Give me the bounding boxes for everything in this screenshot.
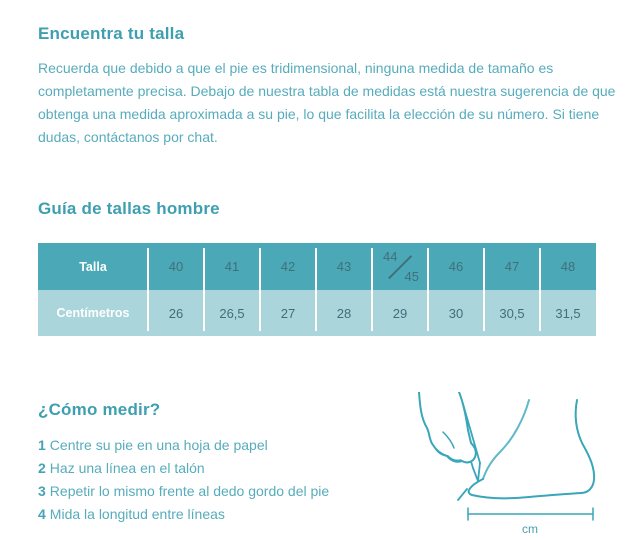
table-column-divider (539, 248, 541, 331)
cm-cell: 26,5 (204, 290, 260, 336)
foot-measurement-illustration (407, 392, 637, 540)
table-column-divider (203, 248, 205, 331)
cm-cell: 26 (148, 290, 204, 336)
table-column-divider (483, 248, 485, 331)
table-column-divider (427, 248, 429, 331)
find-your-size-title: Encuentra tu talla (38, 24, 185, 43)
step-text: Centre su pie en una hoja de papel (49, 437, 268, 453)
measure-step (38, 457, 407, 480)
step-text: Mida la longitud entre líneas (49, 506, 225, 522)
cm-cell: 31,5 (540, 290, 596, 336)
measurement-line (468, 508, 593, 520)
cm-cell: 29 (372, 290, 428, 336)
size-cell: 43 (316, 243, 372, 290)
cm-cell: 27 (260, 290, 316, 336)
cm-cell: 28 (316, 290, 372, 336)
how-to-measure-text (38, 392, 407, 526)
step-number: 1 (38, 437, 46, 453)
how-to-measure-title: ¿Cómo medir? (38, 400, 161, 419)
table-column-divider (259, 248, 261, 331)
cm-label: cm (522, 522, 538, 536)
step-number: 2 (38, 460, 46, 476)
size-table (38, 243, 596, 336)
measure-step (38, 434, 407, 457)
table-column-divider (147, 248, 149, 331)
size-cell: 47 (484, 243, 540, 290)
cm-cell: 30 (428, 290, 484, 336)
table-column-divider (371, 248, 373, 331)
size-cell: 46 (428, 243, 484, 290)
step-number: 4 (38, 506, 46, 522)
table-column-divider (315, 248, 317, 331)
step-number: 3 (38, 483, 46, 499)
step-text: Haz una línea en el talón (49, 460, 205, 476)
measure-step (38, 503, 407, 526)
size-44: 44 (383, 249, 398, 264)
cm-cell: 30,5 (484, 290, 540, 336)
intro-paragraph: Recuerda que debido a que el pie es tridimensional, ninguna medida de tamaño es completamente precisa. Debajo de nuestra tabla de medidas está nuestra sugerencia de que obtenga una medida aproximada a su pie, lo que facilita la elección de su número. Si tiene dudas, contáctanos por chat. (38, 60, 616, 145)
measure-steps-list (38, 434, 407, 526)
size-cell: 41 (204, 243, 260, 290)
size-row-label: Talla (38, 243, 148, 290)
step-text: Repetir lo mismo frente al dedo gordo del pie (49, 483, 330, 499)
size-cell-44-45 (372, 243, 428, 290)
hand-pencil-drawing (419, 392, 476, 462)
size-45: 45 (404, 269, 419, 284)
how-to-measure-section (38, 392, 605, 540)
find-your-size-section (38, 24, 616, 149)
men-size-guide-title: Guía de tallas hombre (38, 199, 220, 218)
size-cell: 48 (540, 243, 596, 290)
foot-drawing (458, 400, 594, 500)
cm-row-label: Centímetros (38, 290, 148, 336)
measure-step (38, 480, 407, 503)
men-size-guide-section (38, 199, 605, 336)
size-cell: 40 (148, 243, 204, 290)
size-cell: 42 (260, 243, 316, 290)
